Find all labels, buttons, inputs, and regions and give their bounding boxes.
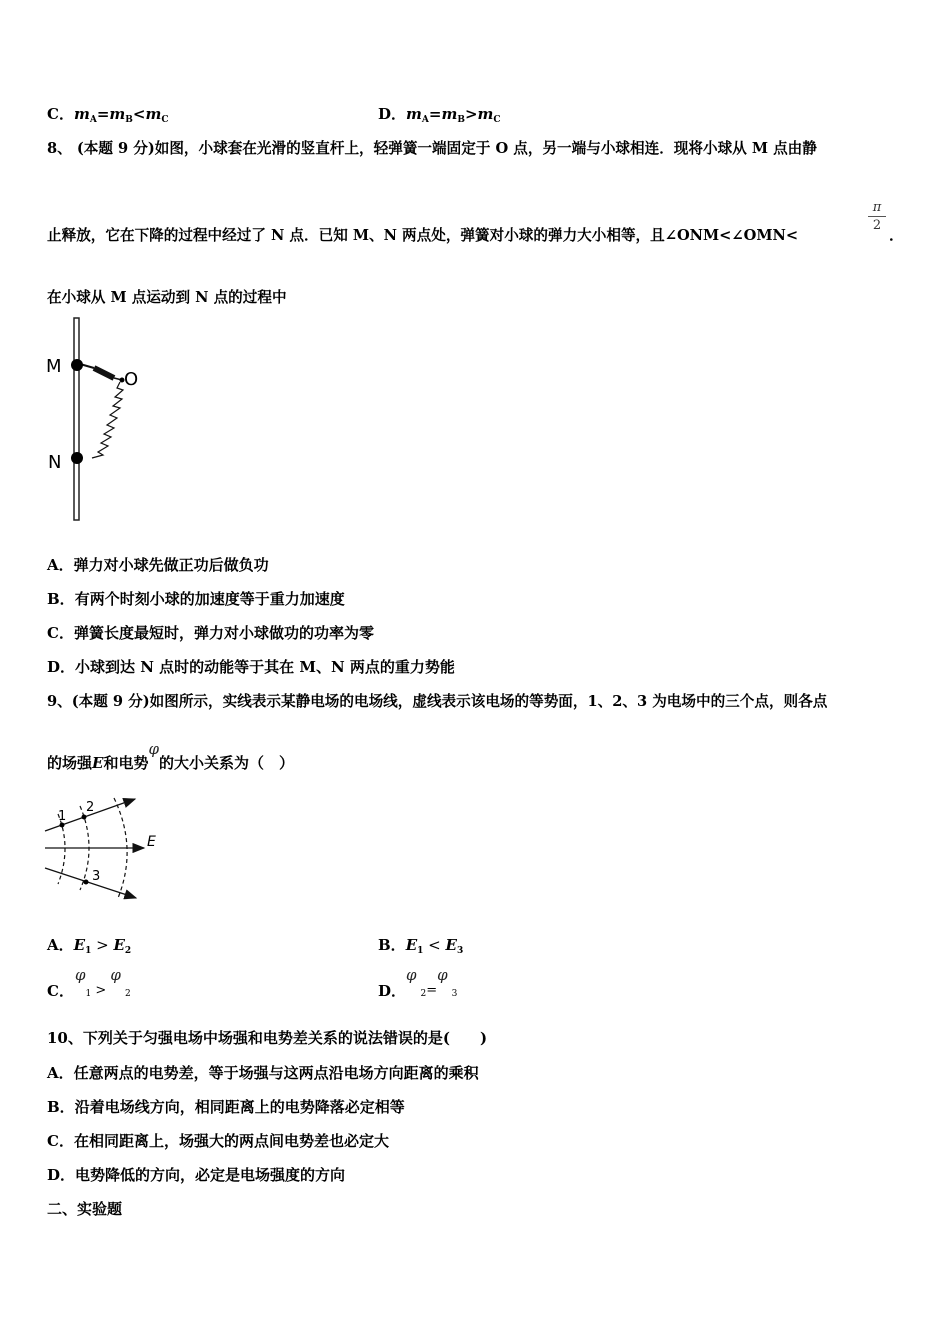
pi-over-2-fraction [866, 200, 888, 233]
spring-coil-top [94, 368, 114, 378]
section-heading: 二、实验题 [47, 1200, 123, 1218]
q10-option-b: B．沿着电场线方向，相同距离上的电势降落必定相等 [47, 1098, 405, 1116]
phi-symbol: φ [148, 740, 159, 758]
q8-stem-line1: 8、 (本题 9 分)如图，小球套在光滑的竖直杆上，轻弹簧一端固定于 O 点，另一端与小球相连．现将小球从 M 点由静 [47, 140, 817, 157]
q9-stem-line1: 9、(本题 9 分)如图所示，实线表示某静电场的电场线，虚线表示该电场的等势面，1、2、3 为电场中的三个点，则各点 [47, 693, 828, 710]
q10-option-a: A．任意两点的电势差，等于场强与这两点沿电场方向距离的乘积 [47, 1064, 479, 1082]
label-m: M [46, 356, 62, 377]
q8-figure [40, 312, 150, 528]
spring-coil [92, 382, 123, 458]
prev-option-d: D．$m_A=m_B>m_C$ [378, 105, 501, 125]
label-e: E [147, 834, 156, 850]
label-3: 3 [92, 869, 101, 884]
q9-option-c-expr: $\varphi_1 > \varphi_2$ [75, 966, 131, 999]
ball-m [71, 359, 83, 371]
fraction-numerator: π [872, 200, 882, 215]
q10-stem: 10、下列关于匀强电场中场强和电势差关系的说法错误的是( ) [47, 1029, 488, 1047]
label-n: N [48, 452, 62, 473]
q9-option-a: A．$E_1 > E_2$ [47, 936, 132, 956]
q9-option-d-expr: $\varphi_2=\varphi_3$ [406, 966, 458, 999]
q8-period: ． [889, 226, 905, 244]
q10-option-c: C．在相同距离上，场强大的两点间电势差也必定大 [47, 1132, 389, 1150]
point-2 [82, 815, 87, 820]
q8-option-a: A．弹力对小球先做正功后做负功 [47, 556, 269, 574]
fraction-denominator: 2 [872, 218, 882, 233]
point-3 [84, 880, 89, 885]
q9-option-c: C． [47, 982, 74, 1000]
q10-option-d: D．电势降低的方向，必定是电场强度的方向 [47, 1166, 346, 1184]
q9-figure [40, 792, 170, 904]
vertical-rod [74, 318, 79, 520]
q8-stem-line2: 止释放，它在下降的过程中经过了 N 点．已知 M、N 两点处，弹簧对小球的弹力大小相等，且∠ONM<∠OMN< [47, 227, 799, 244]
label-o: O [124, 369, 139, 390]
prev-option-c: C．$m_A=m_B<m_C$ [47, 105, 169, 125]
q9-option-b: B．$E_1 < E_3$ [378, 936, 464, 956]
ball-n [71, 452, 83, 464]
q9-stem-line2: 的场强E和电势φ的大小关系为（ ） [47, 740, 294, 772]
fraction-bar [868, 216, 886, 217]
q9-option-d: D． [378, 982, 407, 1000]
q8-option-d: D．小球到达 N 点时的动能等于其在 M、N 两点的重力势能 [47, 658, 455, 676]
q8-stem-line3: 在小球从 M 点运动到 N 点的过程中 [47, 289, 287, 306]
label-2: 2 [86, 800, 95, 815]
q8-option-c: C．弹簧长度最短时，弹力对小球做功的功率为零 [47, 624, 374, 642]
q8-option-b: B．有两个时刻小球的加速度等于重力加速度 [47, 590, 345, 608]
label-1: 1 [58, 809, 67, 824]
